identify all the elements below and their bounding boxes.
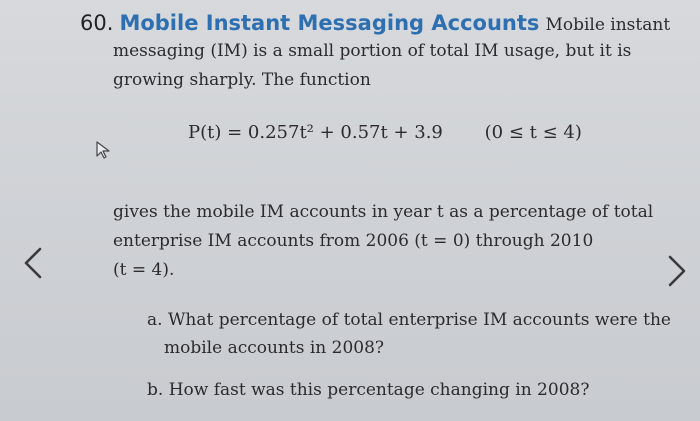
question-b: b. How fast was this percentage changing in 2008? [147, 380, 590, 400]
problem-lead-text: Mobile instant [545, 15, 671, 35]
function-formula [188, 122, 582, 143]
description-line: enterprise IM accounts from 2006 (t = 0) through 2010 [113, 231, 594, 251]
description-line: gives the mobile IM accounts in year t as a percentage of total [113, 202, 654, 222]
previous-page-button[interactable] [18, 243, 48, 283]
formula-domain: (0 ≤ t ≤ 4) [484, 122, 582, 143]
problem-header [80, 8, 680, 40]
chevron-right-icon [662, 251, 692, 291]
intro-line: growing sharply. The function [113, 70, 371, 90]
chevron-left-icon [18, 243, 48, 283]
formula-expression: P(t) = 0.257t² + 0.57t + 3.9 [188, 122, 443, 143]
intro-paragraph [113, 37, 631, 95]
question-a [147, 306, 671, 362]
question-a-line: mobile accounts in 2008? [164, 338, 385, 358]
description-line: (t = 4). [113, 260, 175, 280]
problem-title: Mobile Instant Messaging Accounts [119, 11, 540, 35]
question-a-line: a. What percentage of total enterprise IM accounts were the [147, 310, 671, 330]
description-paragraph [113, 198, 653, 285]
next-page-button[interactable] [662, 251, 692, 291]
mouse-pointer-icon [94, 140, 114, 160]
problem-number: 60. [80, 11, 114, 35]
intro-line: messaging (IM) is a small portion of total IM usage, but it is [113, 41, 632, 61]
